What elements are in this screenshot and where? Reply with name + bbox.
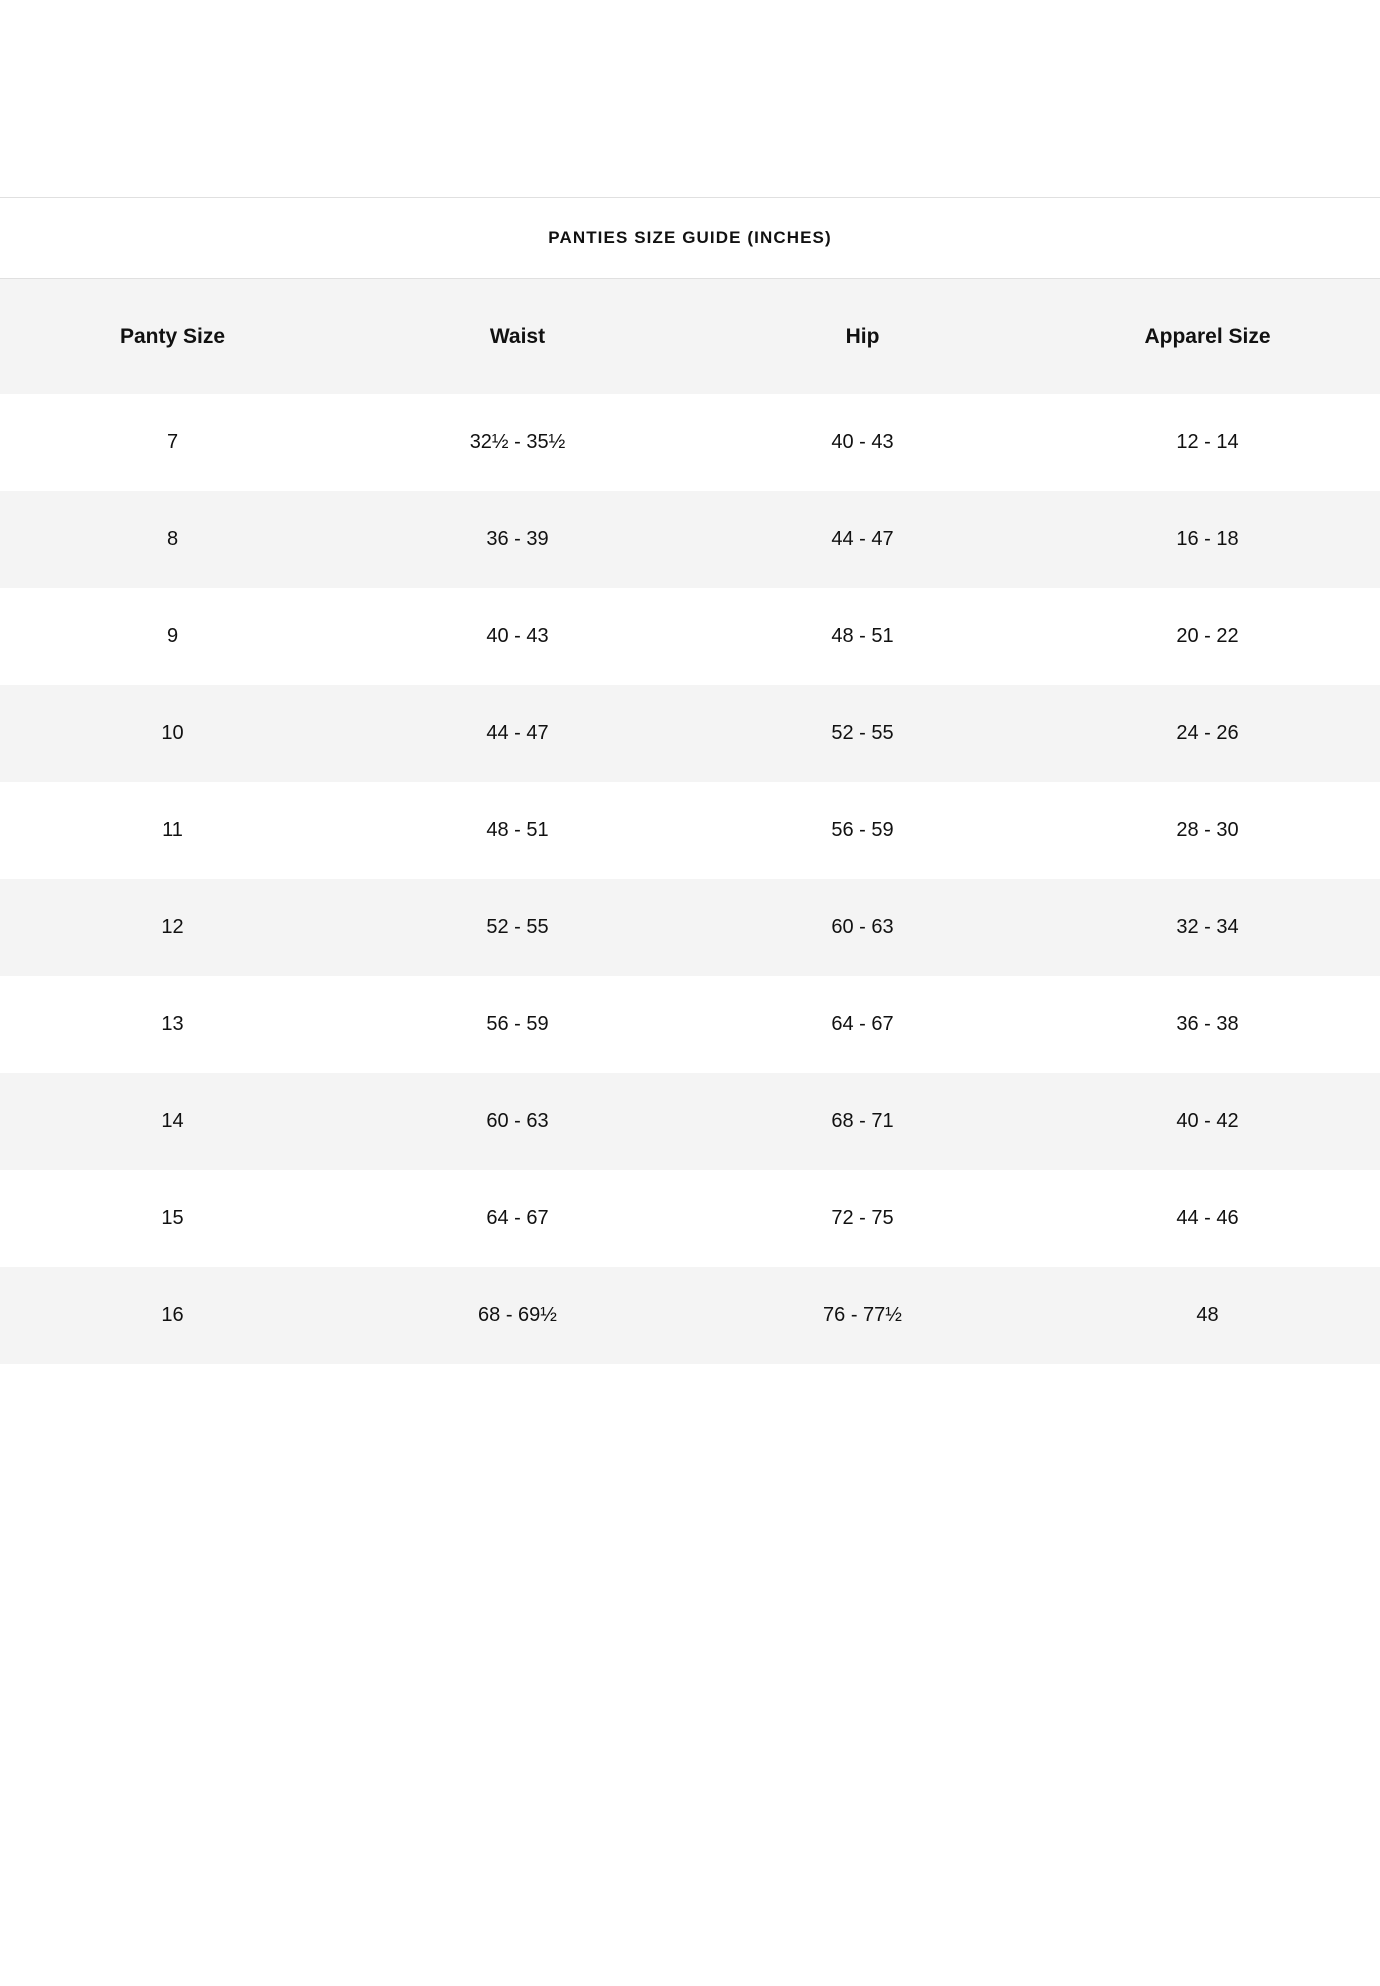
cell-panty-size: 11 — [162, 819, 183, 841]
cell-panty-size: 12 — [161, 916, 184, 938]
page-title: PANTIES SIZE GUIDE (INCHES) — [548, 228, 832, 247]
cell-apparel-size: 24 - 26 — [1176, 722, 1239, 744]
cell-waist: 32½ - 35½ — [469, 431, 566, 453]
cell-hip: 64 - 67 — [831, 1013, 894, 1035]
table-row — [0, 588, 1380, 685]
cell-panty-size: 9 — [166, 625, 179, 647]
cell-waist: 36 - 39 — [486, 528, 549, 550]
cell-waist: 48 - 51 — [486, 819, 549, 841]
cell-hip: 44 - 47 — [831, 528, 894, 550]
cell-waist: 40 - 43 — [486, 625, 549, 647]
cell-hip: 56 - 59 — [831, 819, 894, 841]
cell-waist: 44 - 47 — [486, 722, 549, 744]
cell-waist: 52 - 55 — [486, 916, 549, 938]
table-row — [0, 491, 1380, 588]
cell-panty-size: 15 — [161, 1207, 184, 1229]
cell-panty-size: 16 — [161, 1304, 184, 1326]
cell-panty-size: 8 — [166, 528, 179, 550]
size-guide-panel — [0, 197, 1380, 1364]
cell-hip: 68 - 71 — [831, 1110, 894, 1132]
cell-waist: 56 - 59 — [486, 1013, 549, 1035]
column-header-waist: Waist — [489, 324, 546, 348]
size-guide-table — [0, 279, 1380, 1364]
cell-hip: 48 - 51 — [831, 625, 894, 647]
table-body — [0, 394, 1380, 1364]
cell-apparel-size: 20 - 22 — [1176, 625, 1239, 647]
cell-panty-size: 7 — [166, 431, 179, 453]
cell-panty-size: 10 — [161, 722, 184, 744]
column-header-apparel-size: Apparel Size — [1144, 324, 1271, 348]
cell-waist: 60 - 63 — [486, 1110, 549, 1132]
table-row — [0, 1267, 1380, 1364]
column-header-panty-size: Panty Size — [119, 324, 226, 348]
table-row — [0, 394, 1380, 491]
cell-hip: 40 - 43 — [831, 431, 894, 453]
cell-apparel-size: 12 - 14 — [1176, 431, 1239, 453]
cell-waist: 68 - 69½ — [478, 1304, 557, 1326]
table-row — [0, 879, 1380, 976]
cell-hip: 52 - 55 — [831, 722, 894, 744]
cell-apparel-size: 16 - 18 — [1176, 528, 1239, 550]
cell-hip: 60 - 63 — [831, 916, 894, 938]
cell-apparel-size: 44 - 46 — [1176, 1207, 1239, 1229]
cell-apparel-size: 32 - 34 — [1176, 916, 1239, 938]
column-header-hip: Hip — [845, 324, 880, 348]
cell-apparel-size: 36 - 38 — [1176, 1013, 1239, 1035]
table-row — [0, 1073, 1380, 1170]
cell-apparel-size: 48 — [1196, 1304, 1219, 1326]
table-row — [0, 782, 1380, 879]
table-header — [0, 279, 1380, 394]
cell-hip: 72 - 75 — [831, 1207, 894, 1229]
table-row — [0, 685, 1380, 782]
bottom-whitespace — [0, 1364, 1380, 1624]
table-row — [0, 1170, 1380, 1267]
cell-apparel-size: 28 - 30 — [1176, 819, 1239, 841]
size-guide-title-bar — [0, 197, 1380, 279]
table-header-row — [0, 279, 1380, 394]
table-row — [0, 976, 1380, 1073]
cell-panty-size: 13 — [161, 1013, 184, 1035]
cell-apparel-size: 40 - 42 — [1176, 1110, 1239, 1132]
top-whitespace — [0, 0, 1380, 197]
cell-hip: 76 - 77½ — [823, 1304, 902, 1326]
cell-waist: 64 - 67 — [486, 1207, 549, 1229]
cell-panty-size: 14 — [161, 1110, 184, 1132]
